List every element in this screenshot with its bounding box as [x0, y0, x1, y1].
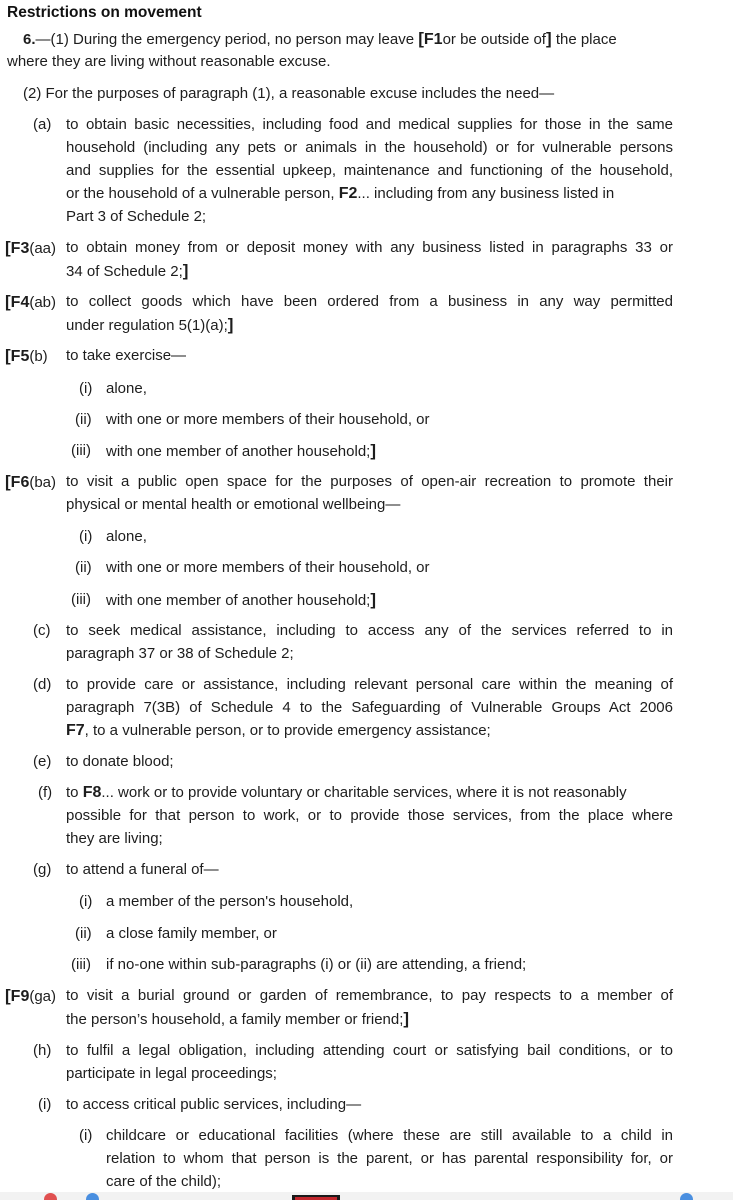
item-label: (aa): [29, 240, 57, 257]
amendment-close-bracket: ]: [545, 29, 552, 48]
amendment-ref-f7[interactable]: F7: [66, 722, 85, 739]
item-d-text: , to a vulnerable person, or to provide emergency assistance;: [84, 722, 491, 739]
sub-item-text: a member of the person's household,: [106, 893, 354, 910]
amendment-ref-f9[interactable]: F9: [10, 988, 30, 1005]
sub-label-iii: (iii): [71, 591, 91, 608]
para-2-text: (2) For the purposes of paragraph (1), a reasonable excuse includes the need—: [23, 85, 555, 102]
item-label-d: (d): [33, 676, 52, 693]
item-ab-line: to collect goods which have been ordered from a business in any way permitted: [66, 293, 673, 310]
sub-item-text: alone,: [106, 380, 147, 397]
item-label-g: (g): [33, 861, 52, 878]
item-d-line: to provide care or assistance, including relevant personal care within the meaning of: [66, 676, 673, 693]
sub-item-text-last: [106, 442, 376, 461]
sub-label-ii: (ii): [75, 411, 92, 428]
para-6-text-end: the place: [555, 31, 617, 48]
item-d-line: paragraph 7(3B) of Schedule 4 to the Safeguarding of Vulnerable Groups Act 2006: [66, 699, 673, 716]
item-ga-text: the person’s household, a family member or friend;: [66, 1011, 404, 1028]
amendment-close-bracket: ]: [182, 261, 189, 280]
sub-item-text: with one or more members of their household, or: [106, 559, 430, 576]
para-number: 6.: [23, 31, 36, 48]
item-c-line: to seek medical assistance, including to access any of the services referred to in: [66, 622, 673, 639]
item-label: (b): [29, 348, 48, 365]
amendment-close-bracket: ]: [227, 315, 234, 334]
item-ba-line: physical or mental health or emotional wellbeing—: [66, 496, 401, 513]
amendment-ref-f6[interactable]: F6: [10, 474, 30, 491]
amendment-open-bracket: [: [5, 472, 11, 491]
item-a-line: household (including any pets or animals in the household) or for vulnerable persons: [66, 139, 673, 156]
item-aa-text: 34 of Schedule 2;: [66, 263, 183, 280]
item-f-line: they are living;: [66, 830, 163, 847]
item-a-line: Part 3 of Schedule 2;: [66, 208, 207, 225]
sub-item-text: a close family member, or: [106, 925, 277, 942]
item-label-b: [5, 347, 48, 366]
item-label-i: (i): [38, 1096, 52, 1113]
amendment-open-bracket: [: [5, 346, 11, 365]
sub-item-line: relation to whom that person is the parent, or has parental responsibility for, or: [106, 1150, 673, 1167]
amendment-close-bracket: ]: [370, 590, 377, 609]
item-ga-line: to visit a burial ground or garden of remembrance, to pay respects to a member of: [66, 987, 673, 1004]
item-ba-line: to visit a public open space for the purposes of open-air recreation to promote their: [66, 473, 673, 490]
item-d-line-3: [66, 722, 491, 740]
item-f-line-1: [66, 784, 673, 802]
amendment-close-bracket: ]: [370, 441, 377, 460]
sub-item-text-last: [106, 591, 376, 610]
sub-label-i: (i): [79, 893, 93, 910]
sub-item-text: with one member of another household;: [106, 592, 371, 609]
sub-label-i: (i): [79, 528, 93, 545]
item-label: (ga): [29, 988, 57, 1005]
amendment-open-bracket: [: [5, 238, 11, 257]
item-h-line: to fulfil a legal obligation, including attending court or satisfying bail conditions, or to: [66, 1042, 673, 1059]
item-label-f: (f): [38, 784, 53, 801]
blue-dot-icon[interactable]: [680, 1193, 693, 1200]
dock-strip: [0, 1192, 733, 1200]
sub-item-text: with one member of another household;: [106, 443, 371, 460]
amendment-ref-f1[interactable]: F1: [423, 31, 443, 48]
amendment-close-bracket: ]: [403, 1009, 410, 1028]
sub-label-i: (i): [79, 1127, 93, 1144]
item-i-line: to access critical public services, including—: [66, 1096, 362, 1113]
sub-item-text: with one or more members of their household, or: [106, 411, 430, 428]
amendment-open-bracket: [: [418, 29, 424, 48]
item-f-text: ... work or to provide voluntary or charitable services, where it is not reasonably: [101, 784, 627, 801]
item-label-ab: [5, 293, 56, 312]
item-ab-line-2: [66, 316, 233, 335]
item-a-line-4: [66, 185, 673, 203]
amendment-ref-f3[interactable]: F3: [10, 240, 30, 257]
red-window-icon[interactable]: [292, 1195, 340, 1200]
item-label-ba: [5, 473, 56, 492]
item-label-a: (a): [33, 116, 52, 133]
sub-label-ii: (ii): [75, 559, 92, 576]
item-label-c: (c): [33, 622, 51, 639]
amendment-open-bracket: [: [5, 292, 11, 311]
para-6-line-2: where they are living without reasonable excuse.: [7, 53, 331, 70]
sub-item-line: childcare or educational facilities (where these are still available to a child in: [106, 1127, 673, 1144]
item-aa-line-2: [66, 262, 188, 281]
item-a-text: ... including from any business listed in: [357, 185, 615, 202]
item-label-h: (h): [33, 1042, 52, 1059]
item-g-line: to attend a funeral of—: [66, 861, 219, 878]
para-6-text: —(1) During the emergency period, no person may leave: [35, 31, 415, 48]
item-ga-line-2: [66, 1010, 409, 1029]
item-label-ga: [5, 987, 56, 1006]
item-e-line: to donate blood;: [66, 753, 174, 770]
sub-item-line: care of the child);: [106, 1173, 222, 1190]
item-a-line: and supplies for the essential upkeep, maintenance and functioning of the household,: [66, 162, 673, 179]
sub-label-ii: (ii): [75, 925, 92, 942]
amendment-ref-f2[interactable]: F2: [338, 185, 358, 202]
amendment-ref-f8[interactable]: F8: [82, 784, 102, 801]
item-b-line: to take exercise—: [66, 347, 187, 364]
item-a-text: or the household of a vulnerable person,: [66, 185, 335, 202]
item-f-text: to: [66, 784, 79, 801]
amendment-ref-f4[interactable]: F4: [10, 294, 30, 311]
sub-label-iii: (iii): [71, 442, 91, 459]
item-ab-text: under regulation 5(1)(a);: [66, 317, 228, 334]
amendment-open-bracket: [: [5, 986, 11, 1005]
sub-label-iii: (iii): [71, 956, 91, 973]
item-aa-line: to obtain money from or deposit money with any business listed in paragraphs 33 or: [66, 239, 673, 256]
item-label-e: (e): [33, 753, 52, 770]
item-h-line: participate in legal proceedings;: [66, 1065, 277, 1082]
item-label-aa: [5, 239, 56, 258]
blue-dot-icon[interactable]: [86, 1193, 99, 1200]
para-6-line-1: [23, 30, 673, 49]
item-label: (ba): [29, 474, 57, 491]
item-c-line: paragraph 37 or 38 of Schedule 2;: [66, 645, 294, 662]
para-6-inserted-text: or be outside of: [442, 31, 546, 48]
item-a-line: to obtain basic necessities, including food and medical supplies for those in the same: [66, 116, 673, 133]
red-dot-icon[interactable]: [44, 1193, 57, 1200]
sub-item-text: if no-one within sub-paragraphs (i) or (ii) are attending, a friend;: [106, 956, 527, 973]
item-f-line: possible for that person to work, or to provide those services, from the place where: [66, 807, 673, 824]
item-label: (ab): [29, 294, 57, 311]
amendment-ref-f5[interactable]: F5: [10, 348, 30, 365]
section-heading: Restrictions on movement: [7, 4, 202, 21]
sub-item-text: alone,: [106, 528, 147, 545]
sub-label-i: (i): [79, 380, 93, 397]
